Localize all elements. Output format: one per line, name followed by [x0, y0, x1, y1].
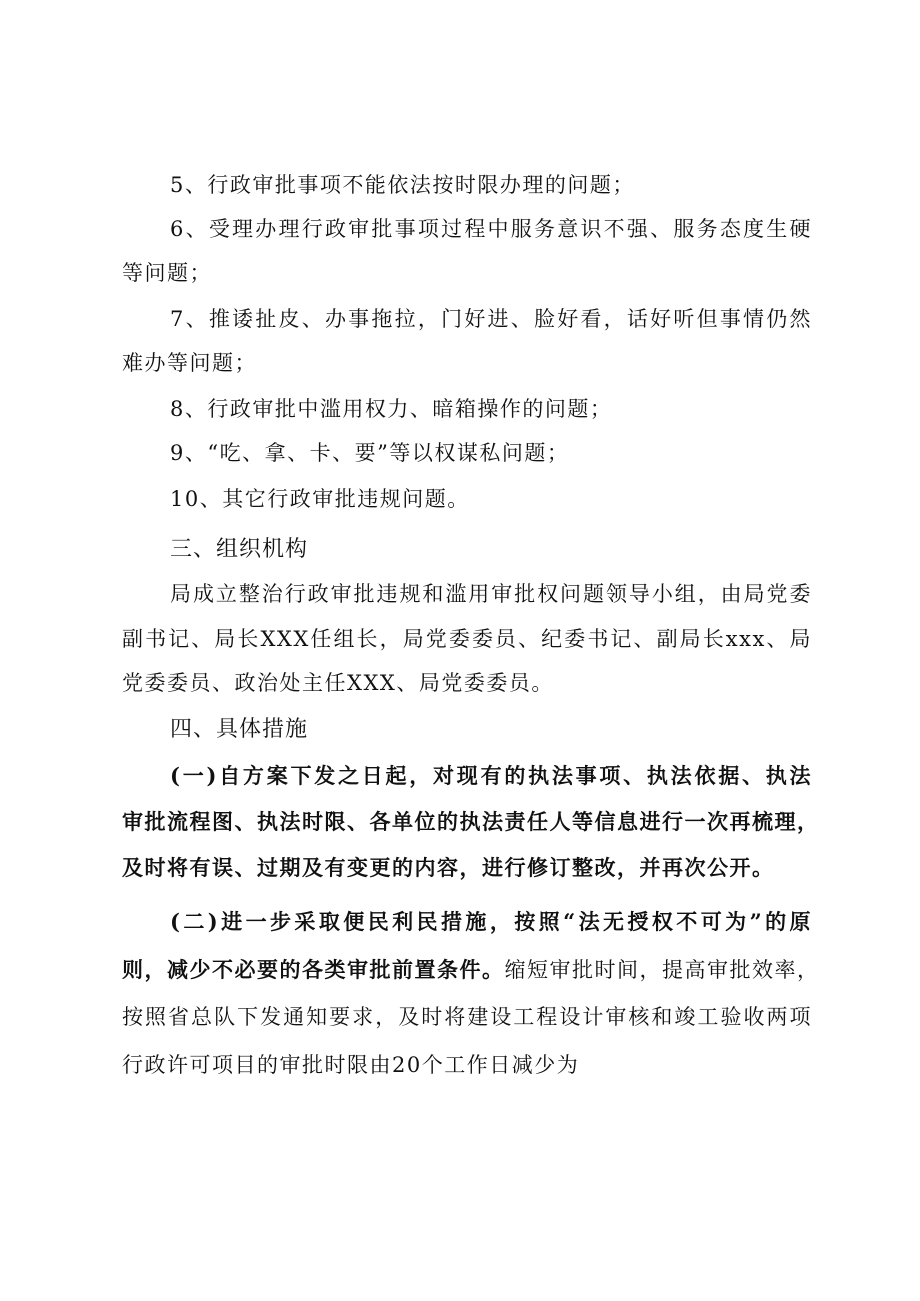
measure-2-line-3: 按照省总队下发通知要求，及时将建设工程设计审核和竣工验收两项 [122, 1005, 812, 1029]
list-item-9: 9、“吃、拿、卡、要”等以权谋私问题； [170, 441, 570, 465]
section-heading-organization: 三、组织机构 [170, 537, 309, 562]
measure-1-line-1: (一)自方案下发之日起，对现有的执法事项、执法依据、执法 [170, 763, 812, 788]
measure-2-line-2-bold-part: 则，减少不必要的各类审批前置条件。 [122, 957, 505, 982]
measure-2-line-4: 行政许可项目的审批时限由20个工作日减少为 [122, 1053, 580, 1077]
list-item-7-line-2: 难办等问题； [122, 351, 257, 375]
section-heading-measures: 四、具体措施 [170, 717, 309, 742]
list-item-7-line-1: 7、推诿扯皮、办事拖拉，门好进、脸好看，话好听但事情仍然 [170, 307, 812, 331]
measure-2-line-2-normal-part: 缩短审批时间，提高审批效率， [504, 958, 820, 982]
list-item-8: 8、行政审批中滥用权力、暗箱操作的问题； [170, 397, 613, 421]
section3-paragraph-line-1: 局成立整治行政审批违规和滥用审批权问题领导小组，由局党委 [170, 582, 812, 606]
measure-1-line-2: 审批流程图、执法时限、各单位的执法责任人等信息进行一次再梳理， [122, 809, 820, 834]
list-item-10: 10、其它行政审批违规问题。 [170, 487, 470, 511]
measure-1-line-3: 及时将有误、过期及有变更的内容，进行修订整改，并再次公开。 [122, 855, 775, 880]
section3-paragraph-line-2: 副书记、局长XXX任组长，局党委委员、纪委书记、副局长xxx、局 [122, 627, 812, 651]
list-item-6-line-2: 等问题； [122, 261, 212, 285]
list-item-5: 5、行政审批事项不能依法按时限办理的问题； [170, 173, 635, 197]
measure-2-line-2 [122, 955, 820, 985]
measure-2-line-1: (二)进一步采取便民利民措施，按照“法无授权不可为”的原 [170, 909, 812, 934]
list-item-6-line-1: 6、受理办理行政审批事项过程中服务意识不强、服务态度生硬 [170, 217, 812, 241]
section3-paragraph-line-3: 党委委员、政治处主任XXX、局党委委员。 [122, 671, 554, 695]
